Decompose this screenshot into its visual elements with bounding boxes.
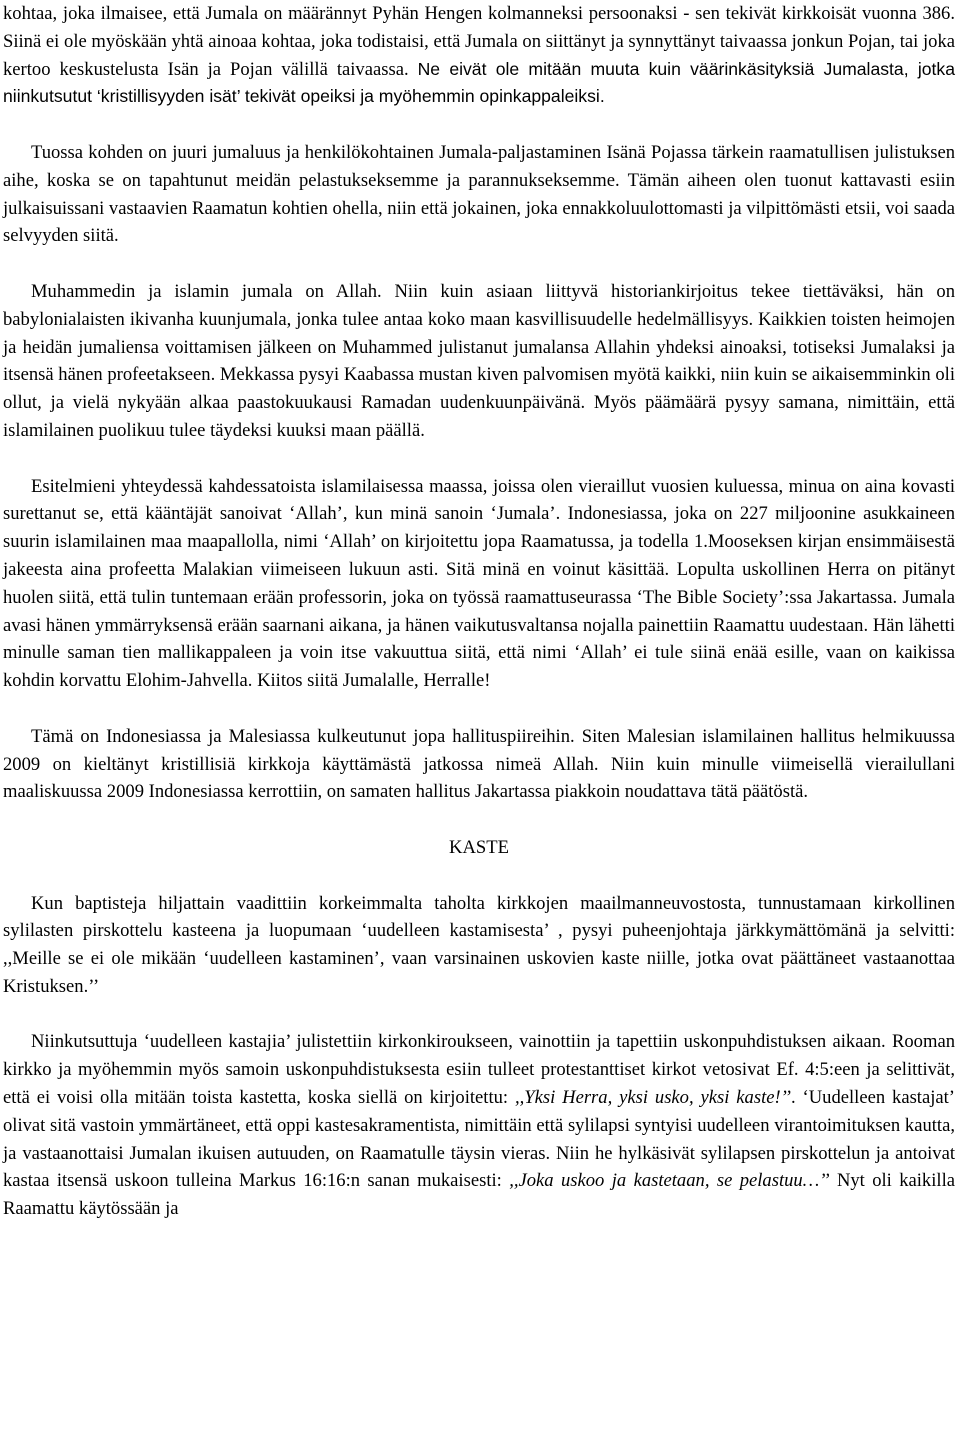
paragraph-7 bbox=[3, 1028, 955, 1223]
paragraph-gap bbox=[3, 1001, 955, 1029]
paragraph-gap bbox=[3, 111, 955, 139]
paragraph-4: Esitelmieni yhteydessä kahdessatoista islamilaisessa maassa, joissa olen vieraillut vuosien kuluessa, minua on aina kovasti surettanut se, että kääntäjät sanoivat ‘Allah’, kun minä sanoin ‘Jumala’. Indonesiassa, joka on 227 miljoonine asukkaineen suurin islamilainen maa maapallolla, nimi ‘Allah’ on kirjoitettu jopa Raamatussa, ja todella 1.Mooseksen kirjan ensimmäisestä jakeesta aina profeetta Malakian viimeiseen lukuun asti. Sitä minä en voinut käsittää. Lopulta uskollinen Herra on pitänyt huolen siitä, että tulin tuntemaan erään professorin, joka on työssä raamattuseurassa ‘The Bible Society’:ssa Jakartassa. Jumala avasi hänen ymmärryksensä erään saarnani aikana, ja hänen vaikutusvaltansa nojalla painettiin Raamattu uudestaan. Hän lähetti minulle saman tien mallikappaleen ja voin itse vakuuttua siitä, että nimi ‘Allah’ ei tule siinä enää esille, vaan on kaikissa kohdin korvattu Elohim-Jahvella. Kiitos siitä Jumalalle, Herralle! bbox=[3, 475, 955, 692]
paragraph-7-part-3: Nyt oli kaikilla Raamattu käytössään ja bbox=[3, 1170, 955, 1220]
paragraph-7-part-2: . ‘Uudelleen kastajat’ olivat sitä vastoin ymmärtäneet, että oppi kastesakramentista, nimittäin että sylilapsi syntyisi uudelleen virantoimituksen kautta, ja vastaanottaisi Jumalan ikuisen autuuden, on Raamatulle täysin vieras. Niin he hylkäsivät sylilapsen pirskottelun ja antoivat kastaa itsensä uskoon tulleina Markus 16:16:n sanan mukaisesti: bbox=[3, 1087, 955, 1192]
paragraph-5: Tämä on Indonesiassa ja Malesiassa kulkeutunut jopa hallituspiireihin. Siten Malesian islamilainen hallitus helmikuussa 2009 on kieltänyt kristillisiä kirkkoja käyttämästä jatkossa nimeä Allah. Niin kuin minulle viimeisellä vierailullani maaliskuussa 2009 Indonesiassa kerrottiin, on samaten hallitus Jakartassa piakkoin noudattava tätä päätöstä. bbox=[3, 725, 955, 803]
paragraph-7-part-1: Niinkutsuttuja ‘uudelleen kastajia’ julistettiin kirkonkiroukseen, vainottiin ja tapettiin uskonpuhdistuksen aikaan. Rooman kirkko ja myöhemmin myös samoin uskonpuhdistuksesta esiin tulleet protestanttiset kirkot vetosivat Ef. 4:5:een ja selittivät, että ei voisi olla mitään toista kastetta, koska siellä on kirjoitettu: bbox=[3, 1031, 955, 1109]
paragraph-6: Kun baptisteja hiljattain vaadittiin korkeimmalta taholta kirkkojen maailmanneuvostosta, tunnustamaan kirkollinen sylilasten pirskottelu kasteena ja luopumaan ‘uudelleen kastamisesta’ , pysyi puheenjohtaja järkkymättömänä ja selvitti: ,,Meille se ei ole mikään ‘uudelleen kastaminen’, vaan varsinainen uskovien kaste niille, jotka ovat päättäneet vastaanottaa Kristuksen.’’ bbox=[3, 892, 955, 997]
paragraph-gap bbox=[3, 862, 955, 890]
paragraph-2: Tuossa kohden on juuri jumaluus ja henkilökohtainen Jumala-paljastaminen Isänä Pojassa tärkein raamatullisen julistuksen aihe, koska se on tapahtunut meidän pelastukseksemme ja parannukseksemme. Tämän aiheen olen tuonut kattavasti esiin julkaisuissani vastaavien Raamatun kohtien ohella, niin että jokainen, joka ennakkoluulottomasti ja vilpittömästi etsii, voi saada selvyyden siitä. bbox=[3, 141, 955, 247]
paragraph-1-serif: kohtaa, joka ilmaisee, että Jumala on määrännyt Pyhän Hengen kolmanneksi persoonaksi - sen tekivät kirkkoisät vuonna 386. Siinä ei ole myöskään yhtä ainoaa kohtaa, joka todistaisi, että Jumala on siittänyt ja synnyttänyt taivaassa jonkun Pojan, tai joka kertoo keskustelusta Isän ja Pojan välillä taivaassa. bbox=[3, 3, 955, 80]
paragraph-1 bbox=[3, 0, 955, 111]
paragraph-3: Muhammedin ja islamin jumala on Allah. Niin kuin asiaan liittyvä historiankirjoitus tekee tiettäväksi, hän on babylonialaisten ikivanha kuunjumala, jonka tulee antaa koko maan kasvillisuudelle hedelmällisyys. Kaikkien toisten heimojen ja heidän jumaliensa voittamisen jälkeen on Muhammed julistanut jumalansa Allahin yhdeksi ainoaksi, totiseksi Jumalaksi ja itsensä hänen profeetakseen. Mekkassa pysyi Kaabassa mustan kiven palvomisen myötä kaikki, niin kuin se aikaisemminkin oli ollut, ja vielä nykyään alkaa paastokuukausi Ramadan uudenkuunpäivänä. Myös päämäärä pysyy samana, nimittäin, että islamilainen puolikuu tulee täydeksi kuuksi maan päällä. bbox=[3, 280, 955, 441]
paragraph-1-sans: Ne eivät ole mitään muuta kuin väärinkäsityksiä Jumalasta, jotka niinkutsutut ‘kristillisyyden isät’ tekivät opeiksi ja myöhemmin opinkappaleiksi. bbox=[3, 58, 955, 107]
section-heading: KASTE bbox=[449, 836, 509, 858]
paragraph-gap bbox=[3, 806, 955, 834]
paragraph-7-quote-1: ,,Yksi Herra, yksi usko, yksi kaste!’’ bbox=[514, 1087, 792, 1109]
paragraph-gap bbox=[3, 250, 955, 278]
paragraph-gap bbox=[3, 695, 955, 723]
paragraph-gap bbox=[3, 445, 955, 473]
paragraph-7-quote-2: ,,Joka uskoo ja kastetaan, se pelastuu…’’ bbox=[509, 1170, 830, 1192]
